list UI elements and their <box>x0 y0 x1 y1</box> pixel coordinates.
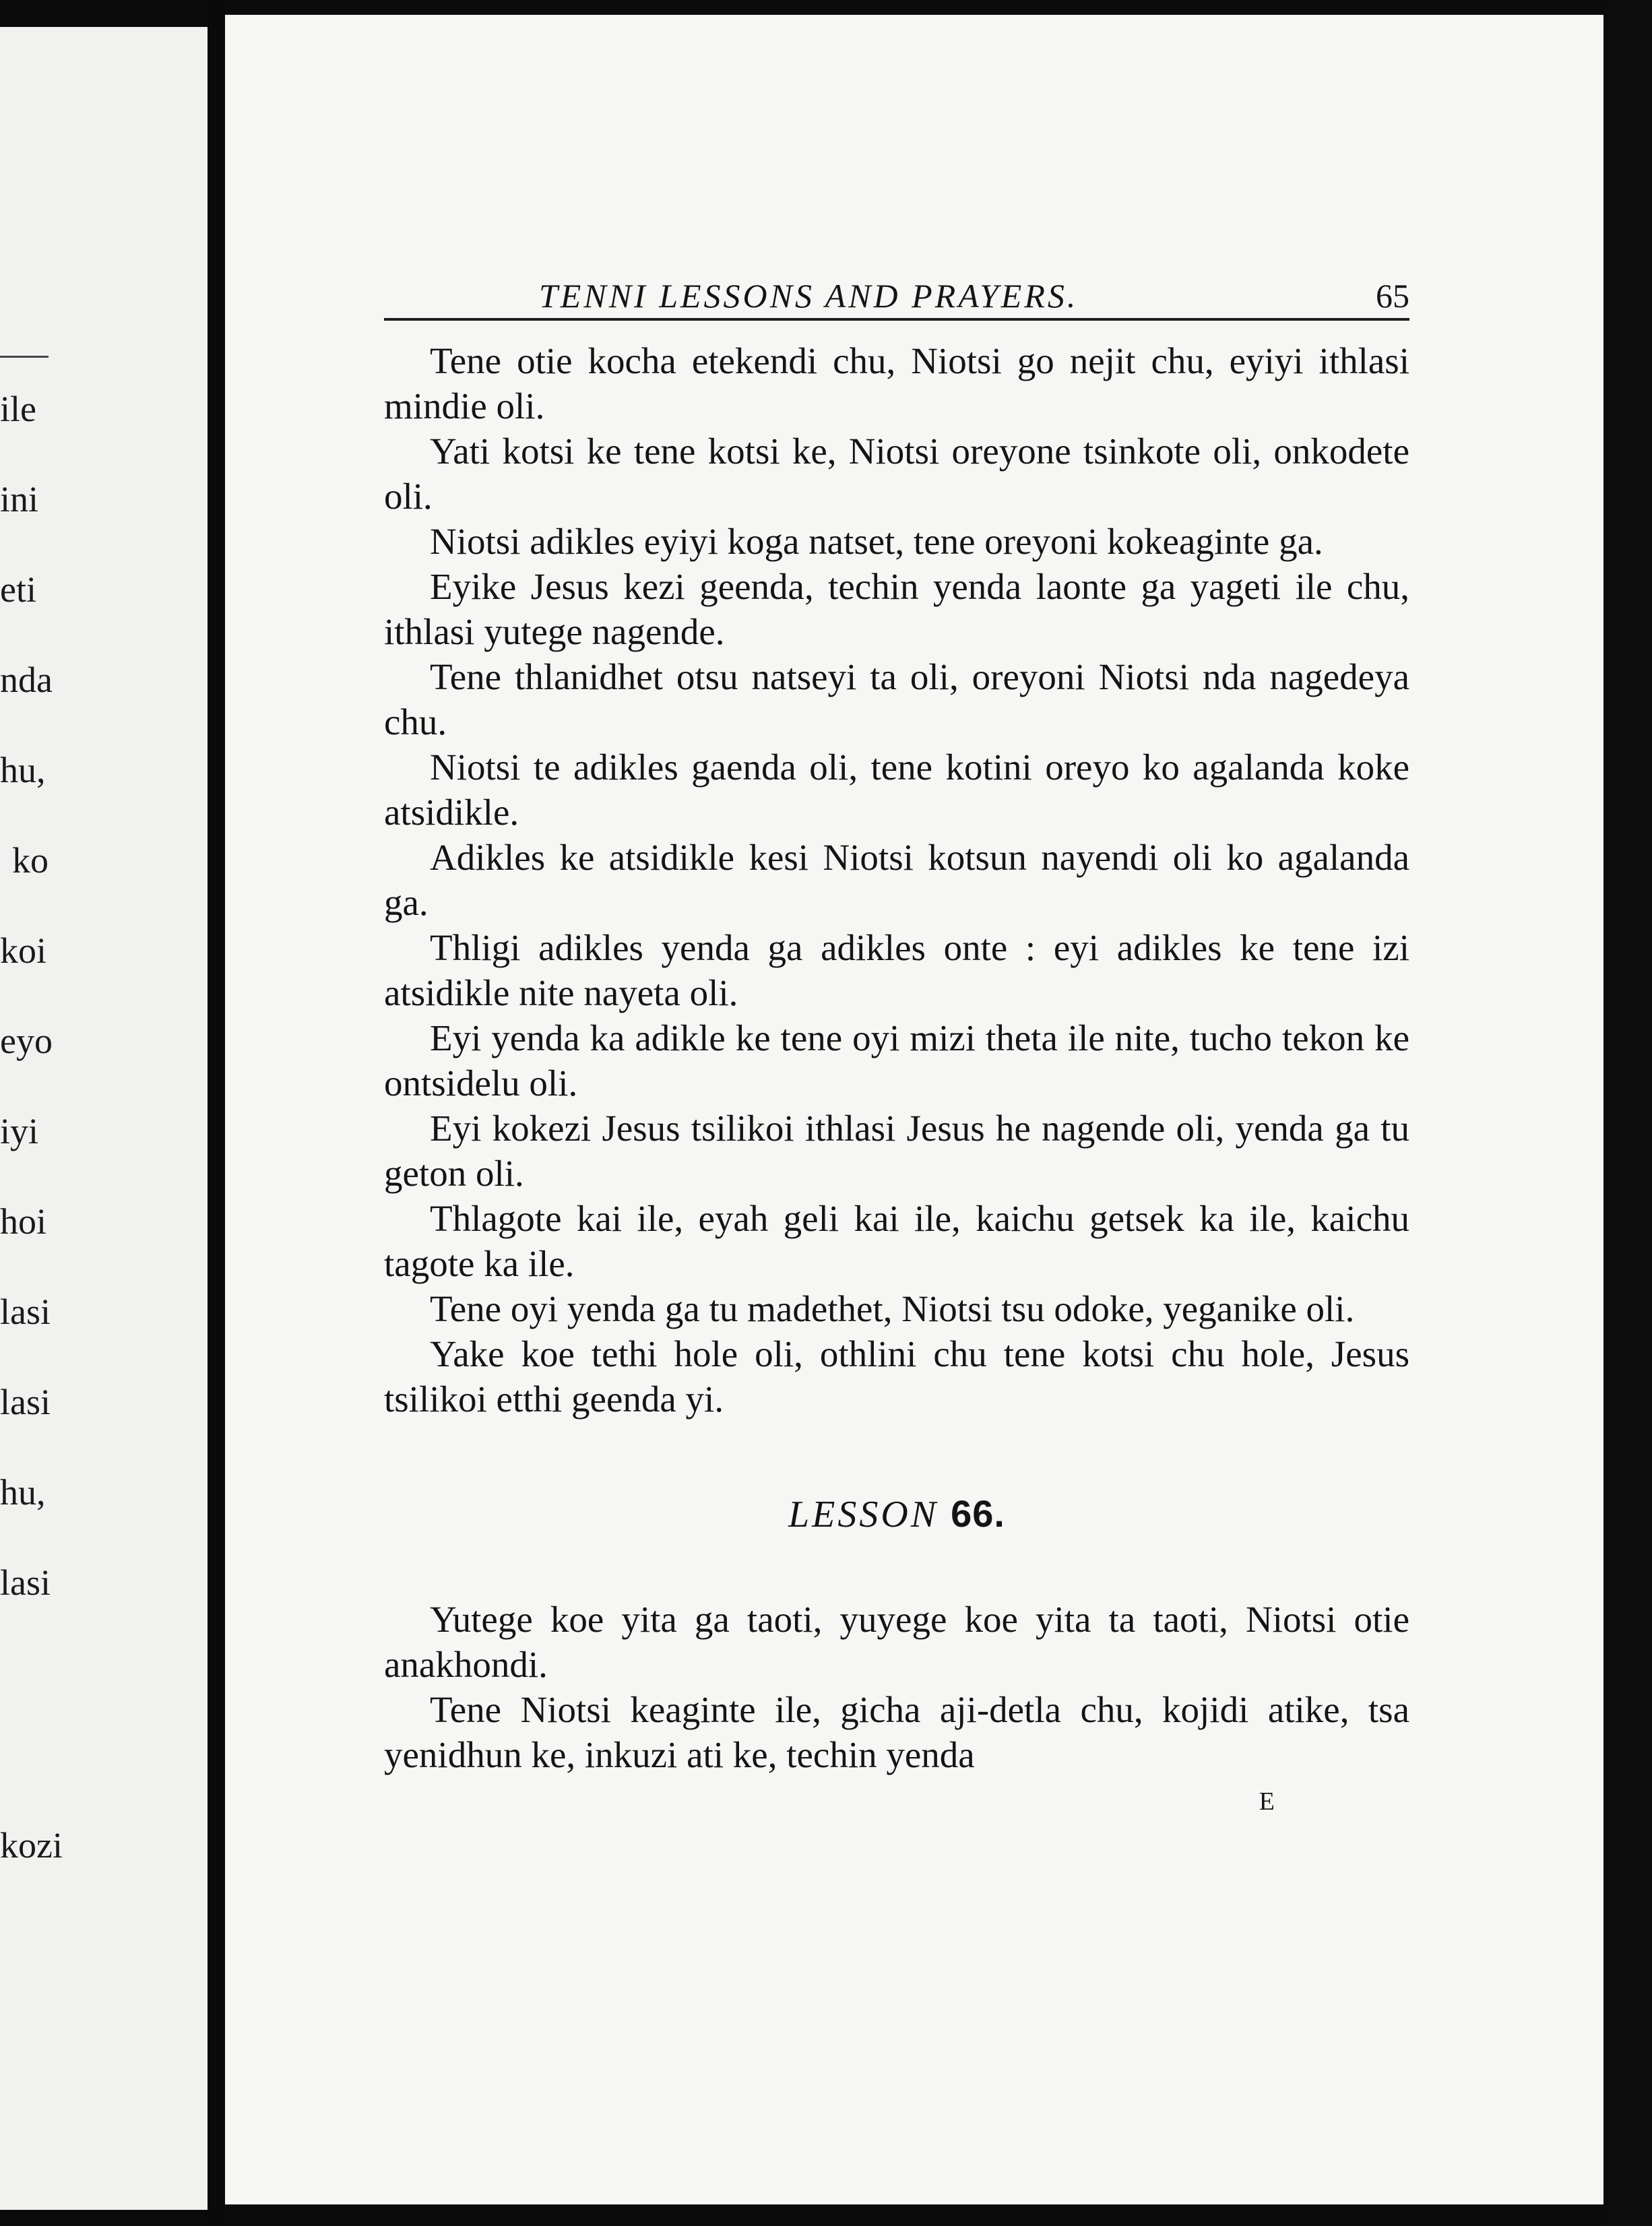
lesson-paragraph: Tene Niotsi keaginte ile, gicha aji-detla chu, kojidi atike, tsa yenidhun ke, inkuzi ati ke, techin yenda <box>384 1689 1409 1775</box>
previous-page-fragment: ile <box>0 389 36 429</box>
paragraph: Eyi yenda ka adikle ke tene oyi mizi theta ile nite, tucho tekon ke ontsidelu oli. <box>384 1017 1409 1104</box>
signature-mark: E <box>1259 1787 1275 1816</box>
current-page <box>225 15 1603 2204</box>
previous-page-fragment: lasi <box>0 1382 51 1422</box>
paragraph: Tene thlanidhet otsu natseyi ta oli, oreyoni Niotsi nda nagedeya chu. <box>384 656 1409 742</box>
paragraph: Niotsi te adikles gaenda oli, tene kotini oreyo ko agalanda koke atsidikle. <box>384 746 1409 833</box>
page-content <box>384 264 1409 1816</box>
previous-page-edge <box>0 27 208 2210</box>
previous-page-fragment: eti <box>0 569 36 610</box>
book-gutter <box>208 0 225 2226</box>
previous-page-fragment: hu, <box>0 750 46 790</box>
lesson-paragraph: Yutege koe yita ga taoti, yuyege koe yita ta taoti, Niotsi otie anakhondi. <box>384 1599 1409 1685</box>
paragraph: Niotsi adikles eyiyi koga natset, tene oreyoni kokeaginte ga. <box>430 521 1323 562</box>
previous-page-rule <box>0 356 49 358</box>
paragraph: Adikles ke atsidikle kesi Niotsi kotsun nayendi oli ko agalanda ga. <box>384 837 1409 923</box>
previous-page-fragment: eyo <box>0 1021 53 1061</box>
previous-page-fragment: iyi <box>0 1111 39 1151</box>
paragraph: Eyike Jesus kezi geenda, techin yenda laonte ga yageti ile chu, ithlasi yutege nagende. <box>384 566 1409 652</box>
previous-page-fragment: hoi <box>0 1201 47 1242</box>
page-number: 65 <box>1376 277 1409 315</box>
previous-page-fragment: kozi <box>0 1825 63 1866</box>
paragraph: Thlagote kai ile, eyah geli kai ile, kaichu getsek ka ile, kaichu tagote ka ile. <box>384 1198 1409 1284</box>
lesson-heading <box>384 1492 1409 1536</box>
lesson-heading-number: 66. <box>951 1492 1005 1535</box>
paragraph: Yake koe tethi hole oli, othlini chu tene kotsi chu hole, Jesus tsilikoi etthi geenda yi. <box>384 1333 1409 1420</box>
paragraph: Thligi adikles yenda ga adikles onte : eyi adikles ke tene izi atsidikle nite nayeta oli. <box>384 927 1409 1013</box>
paragraph: Tene oyi yenda ga tu madethet, Niotsi tsu odoke, yeganike oli. <box>430 1288 1355 1329</box>
previous-page-fragment: lasi <box>0 1292 51 1332</box>
running-header <box>384 264 1409 321</box>
previous-page-fragment: lasi <box>0 1562 51 1603</box>
previous-page-fragment: hu, <box>0 1472 46 1513</box>
previous-page-fragment: ko <box>12 840 49 881</box>
paragraph: Eyi kokezi Jesus tsilikoi ithlasi Jesus he nagende oli, yenda ga tu geton oli. <box>384 1108 1409 1194</box>
previous-page-fragment: ini <box>0 479 39 519</box>
paragraph: Yati kotsi ke tene kotsi ke, Niotsi oreyone tsinkote oli, onkodete oli. <box>384 431 1409 517</box>
scan-right-edge <box>1603 0 1652 2226</box>
previous-page-fragment: nda <box>0 660 53 700</box>
running-title: TENNI LESSONS AND PRAYERS. <box>539 277 1079 315</box>
lesson-heading-word: LESSON <box>788 1494 939 1535</box>
previous-page-fragment: koi <box>0 930 47 971</box>
paragraph: Tene otie kocha etekendi chu, Niotsi go nejit chu, eyiyi ithlasi mindie oli. <box>384 340 1409 426</box>
